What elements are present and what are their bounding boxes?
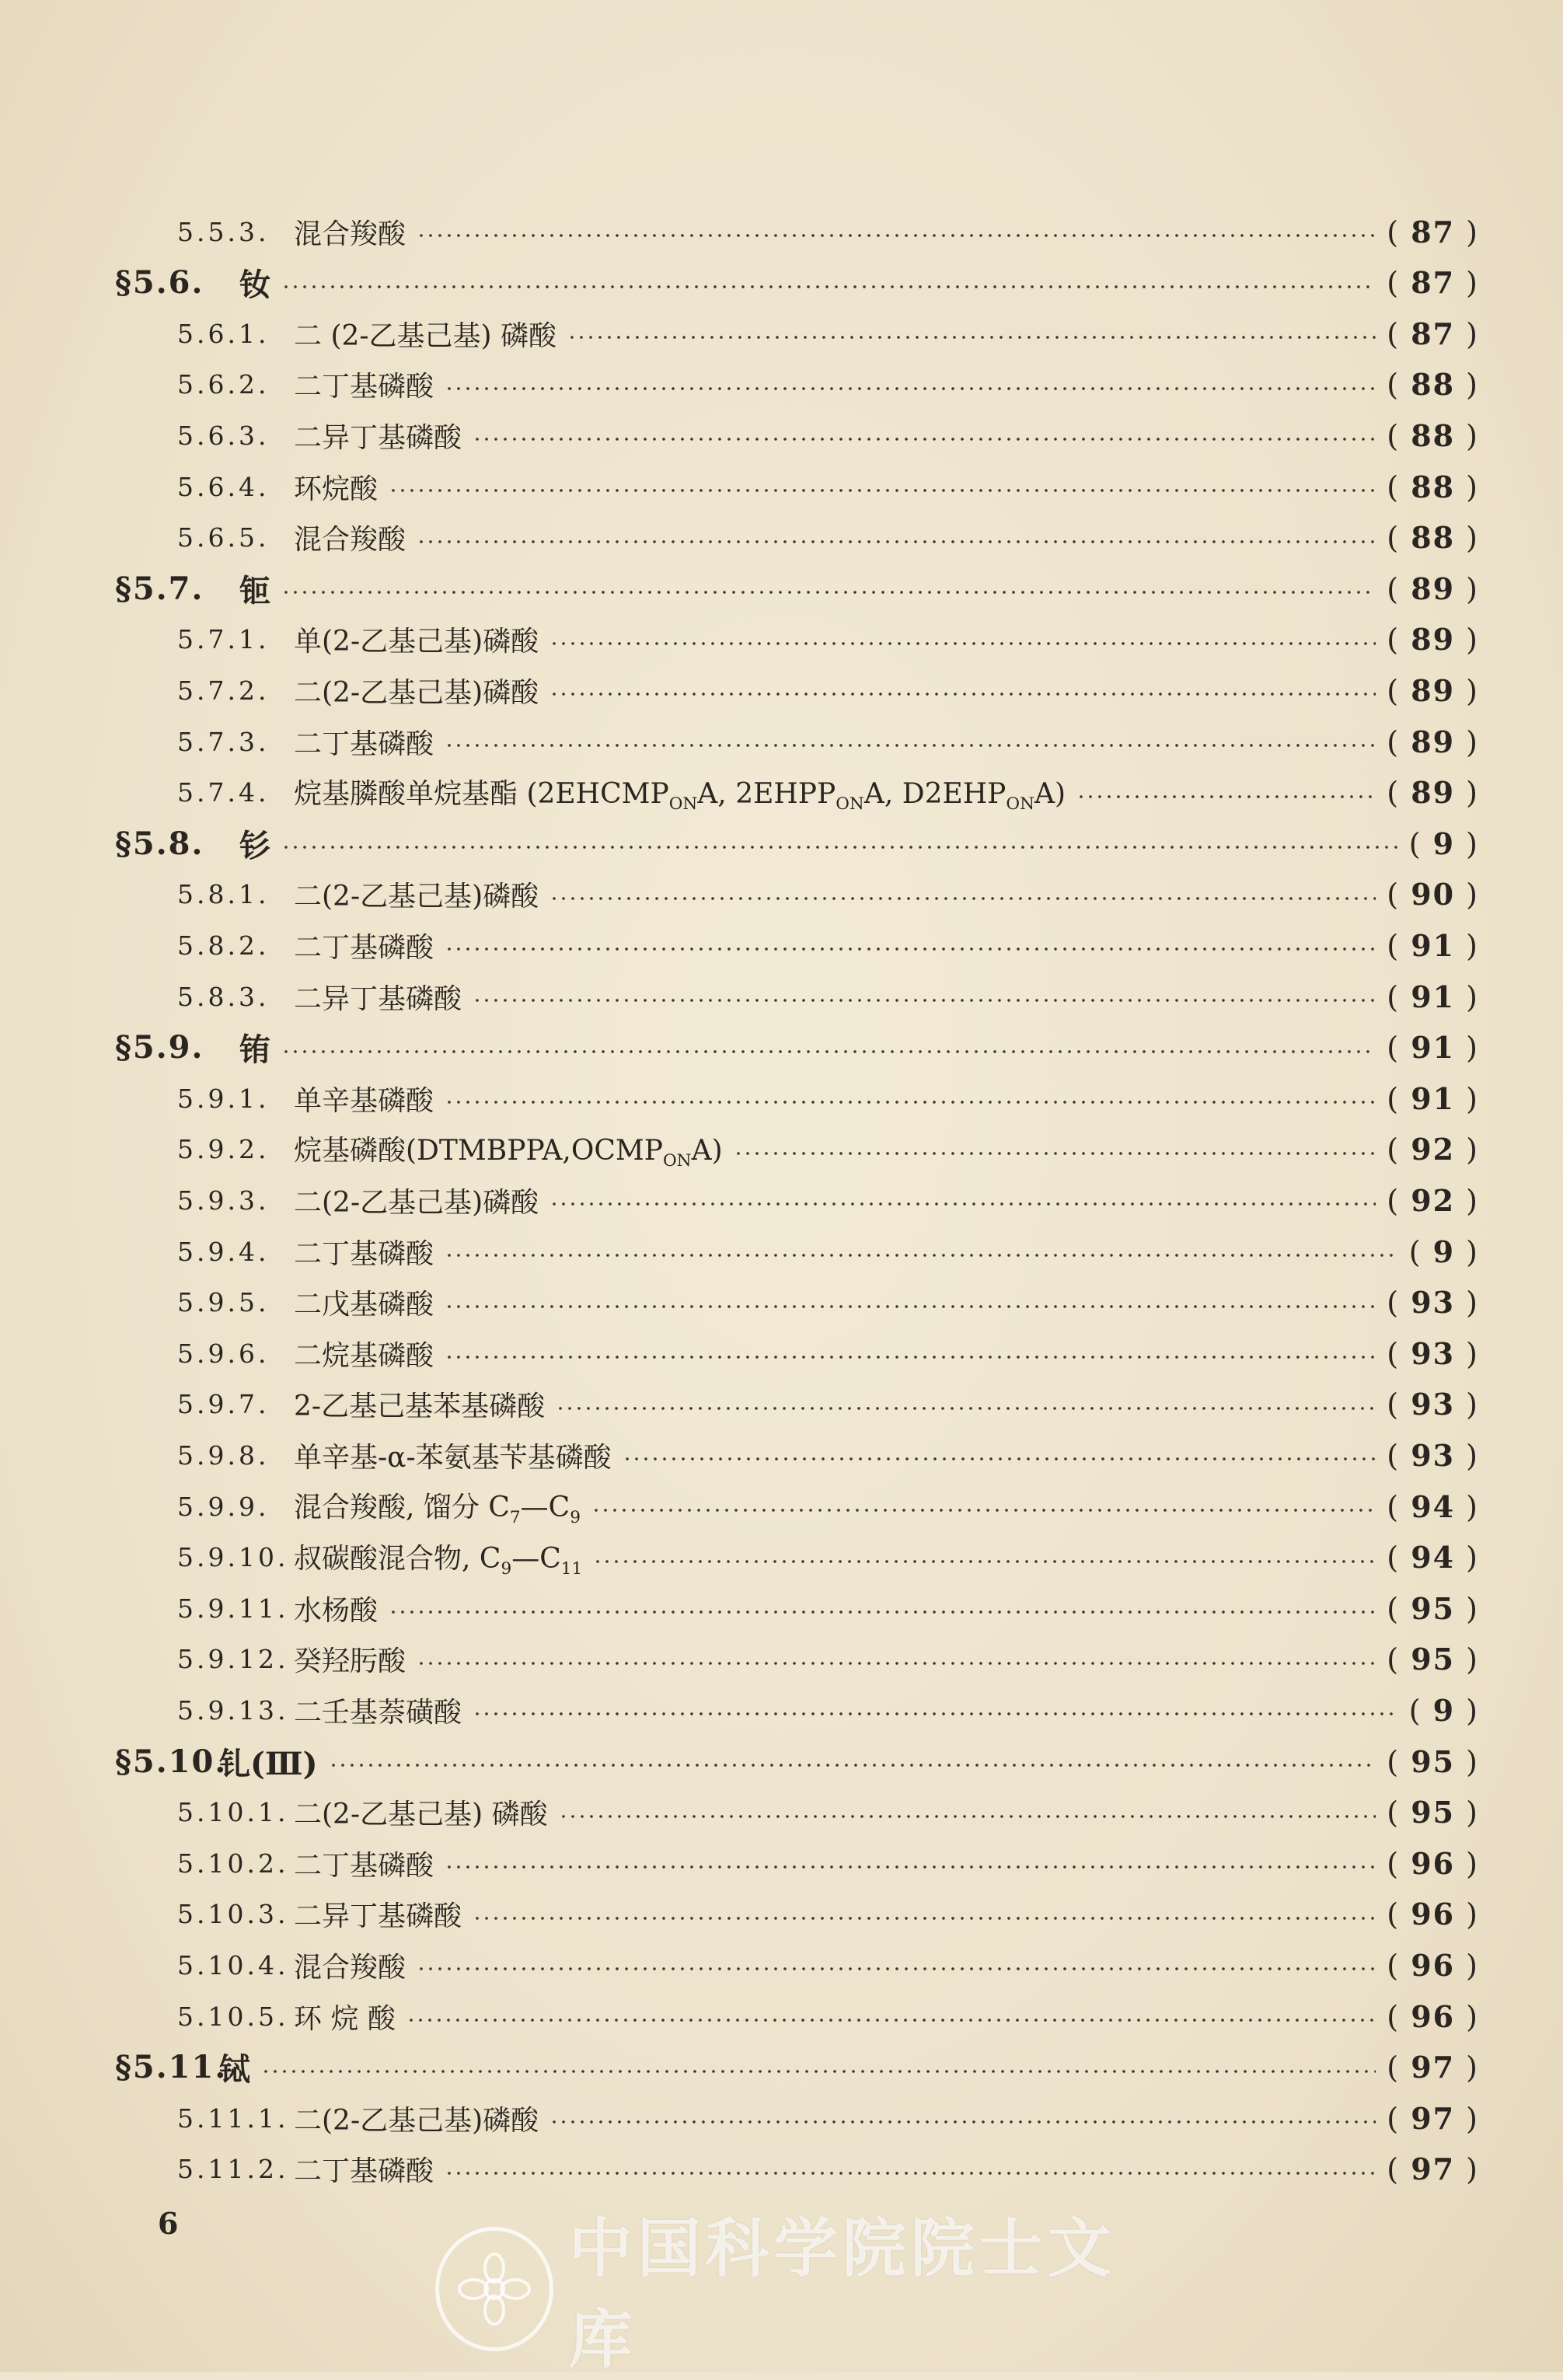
dot-leader xyxy=(549,2120,1376,2124)
entry-number: 5.6.4. xyxy=(177,471,270,502)
dot-leader xyxy=(445,1101,1376,1104)
toc-entry-row xyxy=(0,922,1563,968)
page-reference-number: 88 xyxy=(1411,469,1456,504)
page-reference: ( 92 ) xyxy=(1387,1182,1479,1218)
toc-entry-row xyxy=(0,769,1563,816)
entry-number: 5.7.2. xyxy=(177,675,270,706)
dot-leader xyxy=(281,285,1376,288)
entry-title: 烷基磷酸$(DTMBPPA,OCMP_{ON}A)$ xyxy=(294,1134,723,1171)
entry-title: 二 (2-乙基己基) 磷酸 xyxy=(294,319,557,352)
page-reference-number: 91 xyxy=(1411,1030,1456,1066)
dot-leader xyxy=(734,1152,1376,1155)
page-reference-number: 96 xyxy=(1411,1845,1456,1881)
dot-leader xyxy=(445,387,1376,390)
toc-section-row xyxy=(0,260,1563,306)
toc-entry-row xyxy=(0,1891,1563,1938)
toc-entry-row xyxy=(0,616,1563,663)
dot-leader xyxy=(445,2172,1376,2175)
toc-entry-row xyxy=(0,310,1563,357)
entry-number: 5.7.1. xyxy=(177,624,270,655)
page-reference-number: 92 xyxy=(1411,1132,1456,1167)
entry-number: 5.5.3. xyxy=(177,216,270,247)
toc-entry-row xyxy=(0,1789,1563,1836)
page-reference: ( 91 ) xyxy=(1387,1080,1479,1116)
toc-section-row xyxy=(0,565,1563,612)
dot-leader xyxy=(445,947,1376,951)
dot-leader xyxy=(593,1560,1376,1563)
dot-leader xyxy=(329,1764,1376,1767)
toc-section-row xyxy=(0,2044,1563,2091)
page-reference: ( 88 ) xyxy=(1387,367,1479,403)
entry-title: 铽 xyxy=(219,2051,250,2089)
entry-number: 5.9.1. xyxy=(177,1083,270,1114)
dot-leader xyxy=(549,693,1376,696)
page-reference-number: 89 xyxy=(1411,571,1456,606)
entry-number: §5.10. xyxy=(115,1743,228,1780)
toc-entry-row xyxy=(0,1279,1563,1326)
page-reference: ( 97 ) xyxy=(1387,2151,1479,2187)
toc-entry-row xyxy=(0,2095,1563,2141)
page-reference: ( 95 ) xyxy=(1387,1590,1479,1626)
dot-leader xyxy=(417,540,1376,543)
entry-number: 5.9.6. xyxy=(177,1338,270,1369)
dot-leader xyxy=(389,1611,1376,1614)
toc-entry-row xyxy=(0,1993,1563,2040)
entry-number: 5.10.4. xyxy=(177,1949,289,1980)
toc-entry-row xyxy=(0,1942,1563,1988)
toc-entry-row xyxy=(0,1483,1563,1530)
entry-number: 5.11.2. xyxy=(177,2154,289,2185)
page-reference: ( 9 ) xyxy=(1408,1234,1479,1269)
entry-title: 二壬基萘磺酸 xyxy=(294,1696,462,1729)
entry-title: 钷 xyxy=(239,572,270,609)
page-reference-number: 96 xyxy=(1411,1998,1456,2034)
page-reference: ( 91 ) xyxy=(1387,979,1479,1014)
page-reference: ( 93 ) xyxy=(1387,1387,1479,1422)
page-reference: ( 95 ) xyxy=(1387,1795,1479,1830)
page-reference-number: 88 xyxy=(1411,520,1456,556)
toc-entry-row xyxy=(0,973,1563,1020)
page-reference-number: 97 xyxy=(1411,2050,1456,2085)
page-reference: ( 89 ) xyxy=(1387,622,1479,658)
dot-leader xyxy=(549,1202,1376,1206)
page-reference-number: 9 xyxy=(1432,1692,1456,1728)
toc-entry-row xyxy=(0,361,1563,408)
entry-number: §5.6. xyxy=(115,264,204,302)
entry-number: 5.9.2. xyxy=(177,1134,270,1165)
page-reference: ( 96 ) xyxy=(1387,1897,1479,1932)
entry-number: 5.7.4. xyxy=(177,777,270,808)
page-reference-number: 96 xyxy=(1411,1897,1456,1932)
page-reference-number: 91 xyxy=(1411,979,1456,1014)
page-reference-number: 89 xyxy=(1411,622,1456,658)
page-reference: ( 96 ) xyxy=(1387,1998,1479,2034)
entry-title: 混合羧酸 xyxy=(294,524,406,557)
page-reference-number: 95 xyxy=(1411,1590,1456,1626)
entry-number: 5.10.3. xyxy=(177,1899,289,1930)
toc-entry-row xyxy=(0,871,1563,918)
entry-title: 环 烷 酸 xyxy=(294,2002,396,2035)
entry-title: 混合羧酸 xyxy=(294,218,406,250)
toc-section-row xyxy=(0,1738,1563,1785)
page-reference: ( 87 ) xyxy=(1387,316,1479,351)
page-reference-number: 9 xyxy=(1432,825,1456,861)
dot-leader xyxy=(389,489,1376,492)
page-reference: ( 91 ) xyxy=(1387,927,1479,963)
page-reference-number: 93 xyxy=(1411,1285,1456,1321)
dot-leader xyxy=(406,2019,1376,2022)
entry-number: 5.6.1. xyxy=(177,318,270,349)
dot-leader xyxy=(417,234,1376,237)
entry-title: 钆(Ⅲ) xyxy=(219,1745,318,1782)
toc-entry-row xyxy=(0,1636,1563,1683)
entry-title: 二烷基磷酸 xyxy=(294,1339,434,1372)
dot-leader xyxy=(473,999,1376,1002)
page-reference: ( 92 ) xyxy=(1387,1132,1479,1167)
page-number: 6 xyxy=(158,2206,179,2241)
toc-entry-row xyxy=(0,667,1563,714)
page-reference-number: 93 xyxy=(1411,1437,1456,1473)
page-reference: ( 93 ) xyxy=(1387,1285,1479,1321)
entry-title: 二丁基磷酸 xyxy=(294,371,434,403)
entry-number: §5.8. xyxy=(115,825,204,862)
toc-entry-row xyxy=(0,1534,1563,1581)
dot-leader xyxy=(445,1254,1398,1257)
dot-leader xyxy=(567,336,1376,339)
dot-leader xyxy=(1076,795,1376,798)
dot-leader xyxy=(445,1305,1376,1308)
page-reference: ( 88 ) xyxy=(1387,520,1479,556)
page-reference: ( 89 ) xyxy=(1387,672,1479,708)
entry-number: 5.6.3. xyxy=(177,420,270,451)
page-reference-number: 89 xyxy=(1411,724,1456,759)
toc-entry-row xyxy=(0,1177,1563,1223)
dot-leader xyxy=(417,1662,1376,1665)
entry-title: 环烷酸 xyxy=(294,473,379,505)
entry-number: 5.8.2. xyxy=(177,930,270,961)
watermark-text: 中国科学院院士文库 xyxy=(568,2211,1116,2377)
dot-leader xyxy=(556,1407,1376,1410)
dot-leader xyxy=(281,846,1398,849)
entry-title: 二异丁基磷酸 xyxy=(294,421,462,454)
toc-entry-row xyxy=(0,1687,1563,1733)
entry-title: 二丁基磷酸 xyxy=(294,1849,434,1882)
entry-number: 5.9.12. xyxy=(177,1644,289,1675)
entry-number: 5.8.3. xyxy=(177,981,270,1012)
page-reference-number: 87 xyxy=(1411,316,1456,351)
toc-entry-row xyxy=(0,1075,1563,1122)
page-reference-number: 95 xyxy=(1411,1743,1456,1779)
toc-entry-row xyxy=(0,1228,1563,1275)
dot-leader xyxy=(549,897,1376,900)
dot-leader xyxy=(623,1457,1376,1460)
page-reference-number: 90 xyxy=(1411,877,1456,913)
page-reference: ( 94 ) xyxy=(1387,1540,1479,1576)
page-reference-number: 88 xyxy=(1411,367,1456,403)
entry-title: 混合羧酸, 馏分 $C_7—C_9$ xyxy=(294,1491,581,1528)
entry-number: §5.7. xyxy=(115,570,204,607)
toc-entry-row xyxy=(0,463,1563,510)
watermark xyxy=(435,2211,1150,2377)
entry-title: 水杨酸 xyxy=(294,1594,379,1627)
page-reference: ( 88 ) xyxy=(1387,417,1479,453)
entry-title: 铕 xyxy=(239,1031,270,1069)
page-reference-number: 96 xyxy=(1411,1947,1456,1983)
toc-entry-row xyxy=(0,718,1563,765)
flower-seal-icon xyxy=(435,2227,553,2351)
entry-title: 混合羧酸 xyxy=(294,1951,406,1984)
toc-entry-row xyxy=(0,1330,1563,1377)
page-reference: ( 95 ) xyxy=(1387,1642,1479,1677)
entry-number: 5.11.1. xyxy=(177,2103,289,2134)
page-reference-number: 92 xyxy=(1411,1182,1456,1218)
toc-entry-row xyxy=(0,208,1563,255)
entry-number: 5.6.5. xyxy=(177,522,270,553)
entry-title: 二(2-乙基己基)磷酸 xyxy=(294,676,539,709)
entry-title: 二丁基磷酸 xyxy=(294,2155,434,2188)
toc-entry-row xyxy=(0,1840,1563,1886)
entry-title: 二异丁基磷酸 xyxy=(294,1900,462,1933)
page-reference-number: 95 xyxy=(1411,1642,1456,1677)
entry-title: 2-乙基己基苯基磷酸 xyxy=(294,1391,546,1423)
dot-leader xyxy=(473,1712,1398,1715)
page-reference-number: 91 xyxy=(1411,927,1456,963)
page-reference: ( 90 ) xyxy=(1387,877,1479,913)
flower-icon xyxy=(452,2246,537,2332)
page-reference: ( 89 ) xyxy=(1387,775,1479,811)
entry-title: 单辛基磷酸 xyxy=(294,1084,434,1117)
page-reference: ( 96 ) xyxy=(1387,1947,1479,1983)
entry-number: 5.9.3. xyxy=(177,1185,270,1216)
dot-leader xyxy=(445,1356,1376,1359)
entry-number: §5.9. xyxy=(115,1029,204,1066)
page-reference: ( 87 ) xyxy=(1387,214,1479,250)
page-reference: ( 97 ) xyxy=(1387,2050,1479,2085)
toc-entry-row xyxy=(0,1432,1563,1478)
dot-leader xyxy=(417,1967,1376,1970)
toc-entry-row xyxy=(0,2146,1563,2193)
dot-leader xyxy=(591,1509,1376,1512)
page-reference: ( 9 ) xyxy=(1408,1692,1479,1728)
page-reference-number: 89 xyxy=(1411,672,1456,708)
page-reference: ( 88 ) xyxy=(1387,469,1479,504)
entry-number: 5.10.1. xyxy=(177,1797,289,1828)
entry-number: 5.10.5. xyxy=(177,2001,289,2032)
dot-leader xyxy=(281,1050,1376,1053)
entry-title: 二丁基磷酸 xyxy=(294,1237,434,1270)
page-reference: ( 97 ) xyxy=(1387,2100,1479,2136)
page-reference: ( 95 ) xyxy=(1387,1743,1479,1779)
entry-title: 二丁基磷酸 xyxy=(294,931,434,964)
page-reference: ( 94 ) xyxy=(1387,1488,1479,1524)
entry-title: 烷基膦酸单烷基酯 ($2EHCMP_{ON}A$, $2EHPP_{ON}A$, $D2EHP_{ON}A$) xyxy=(294,777,1066,814)
entry-title: 二异丁基磷酸 xyxy=(294,982,462,1015)
page-reference: ( 96 ) xyxy=(1387,1845,1479,1881)
entry-title: 癸羟肟酸 xyxy=(294,1645,406,1678)
entry-number: 5.9.7. xyxy=(177,1389,270,1420)
page-reference: ( 91 ) xyxy=(1387,1030,1479,1066)
entry-title: 二(2-乙基己基)磷酸 xyxy=(294,881,539,913)
dot-leader xyxy=(549,642,1376,645)
toc-entry-row xyxy=(0,1585,1563,1631)
entry-title: 钕 xyxy=(239,267,270,304)
page-reference-number: 93 xyxy=(1411,1387,1456,1422)
entry-title: 二戊基磷酸 xyxy=(294,1289,434,1321)
page-reference-number: 97 xyxy=(1411,2100,1456,2136)
page-reference-number: 9 xyxy=(1432,1234,1456,1269)
page-reference: ( 9 ) xyxy=(1408,825,1479,861)
page-reference-number: 89 xyxy=(1411,775,1456,811)
toc-entry-row xyxy=(0,1126,1563,1173)
dot-leader xyxy=(473,438,1376,441)
toc-entry-row xyxy=(0,1381,1563,1428)
page-reference: ( 93 ) xyxy=(1387,1437,1479,1473)
page-reference-number: 93 xyxy=(1411,1335,1456,1371)
entry-number: 5.9.11. xyxy=(177,1593,289,1624)
dot-leader xyxy=(559,1815,1376,1818)
page-reference-number: 94 xyxy=(1411,1488,1456,1524)
entry-title: 二(2-乙基己基) 磷酸 xyxy=(294,1799,548,1831)
page-reference: ( 87 ) xyxy=(1387,265,1479,301)
page-reference-number: 87 xyxy=(1411,265,1456,301)
entry-number: 5.8.1. xyxy=(177,879,270,910)
page-reference-number: 88 xyxy=(1411,417,1456,453)
toc-section-row xyxy=(0,820,1563,867)
toc-entry-row xyxy=(0,412,1563,459)
entry-title: 叔碳酸混合物, $C_9—C_{11}$ xyxy=(294,1542,583,1579)
entry-number: 5.9.4. xyxy=(177,1236,270,1267)
entry-number: 5.10.2. xyxy=(177,1848,289,1879)
entry-title: 二(2-乙基己基)磷酸 xyxy=(294,2104,539,2137)
dot-leader xyxy=(261,2070,1376,2073)
page-reference-number: 91 xyxy=(1411,1080,1456,1116)
page-reference: ( 89 ) xyxy=(1387,571,1479,606)
entry-title: 单辛基-α-苯氨基苄基磷酸 xyxy=(294,1441,612,1474)
page-reference-number: 95 xyxy=(1411,1795,1456,1830)
toc-entry-row xyxy=(0,515,1563,561)
dot-leader xyxy=(445,744,1376,747)
page-reference-number: 87 xyxy=(1411,214,1456,250)
page-reference-number: 94 xyxy=(1411,1540,1456,1576)
entry-title: 二(2-乙基己基)磷酸 xyxy=(294,1186,539,1219)
entry-number: 5.9.5. xyxy=(177,1287,270,1318)
entry-number: 5.7.3. xyxy=(177,726,270,757)
entry-number: 5.9.8. xyxy=(177,1440,270,1471)
entry-number: §5.11. xyxy=(115,2049,228,2086)
toc-section-row xyxy=(0,1024,1563,1071)
page-reference: ( 93 ) xyxy=(1387,1335,1479,1371)
entry-title: 二丁基磷酸 xyxy=(294,728,434,760)
dot-leader xyxy=(445,1865,1376,1869)
entry-number: 5.9.13. xyxy=(177,1694,289,1726)
entry-number: 5.9.9. xyxy=(177,1491,270,1522)
entry-title: 单(2-乙基己基)磷酸 xyxy=(294,626,539,658)
dot-leader xyxy=(473,1917,1376,1920)
entry-title: 钐 xyxy=(239,827,270,864)
page-reference-number: 97 xyxy=(1411,2151,1456,2187)
entry-number: 5.9.10. xyxy=(177,1542,289,1573)
page-reference: ( 89 ) xyxy=(1387,724,1479,759)
entry-number: 5.6.2. xyxy=(177,369,270,400)
dot-leader xyxy=(281,591,1376,594)
